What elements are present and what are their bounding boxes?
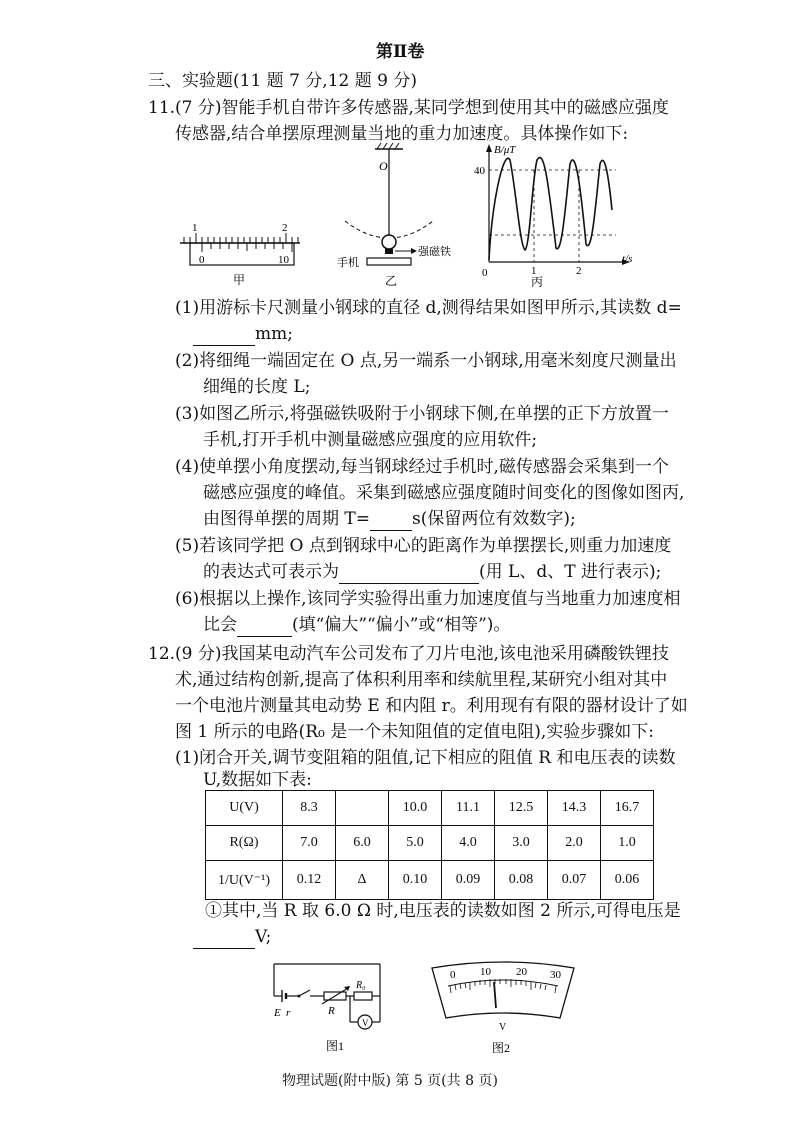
q11-step1-unit: mm;: [255, 324, 293, 344]
q11-step2-line1: (2)将细绳一端固定在 O 点,另一端系一小钢球,用毫米刻度尺测量出: [175, 351, 677, 371]
table-cell: 4.0: [442, 826, 495, 861]
q11-step3-line2: 手机,打开手机中测量磁感应强度的应用软件;: [203, 430, 538, 450]
q12-intro-line3: 一个电池片测量其电动势 E 和内阻 r。利用现有有限的器材设计了如: [175, 696, 688, 716]
row-label-r: R(Ω): [206, 826, 283, 861]
table-cell: 0.08: [495, 861, 548, 900]
fig1-caption: 图1: [326, 1039, 345, 1053]
fig2-caption: 图2: [492, 1041, 511, 1055]
x-tick-0: 0: [482, 267, 488, 279]
y-axis-label: B/μT: [494, 144, 516, 156]
q11-step3-line1: (3)如图乙所示,将强磁铁吸附于小钢球下侧,在单摆的正下方放置一: [175, 404, 669, 424]
answer-blank-d[interactable]: [193, 327, 255, 346]
rheostat-label: R: [328, 1005, 335, 1017]
q11-step4-line3-tail: s(保留两位有效数字);: [412, 509, 576, 529]
answer-blank-comparison[interactable]: [237, 618, 292, 637]
fig-yi-caption: 乙: [385, 274, 398, 288]
meter-unit-label: V: [499, 1022, 507, 1033]
q12-step1-line1: (1)闭合开关,调节变阻箱的阻值,记下相应的阻值 R 和电压表的读数: [175, 748, 676, 768]
q11-intro-line1: 11.(7 分)智能手机自带许多传感器,某同学想到使用其中的磁感应强度: [148, 98, 669, 118]
x-axis-label: t/s: [622, 253, 633, 265]
answer-blank-voltage[interactable]: [193, 930, 255, 949]
q11-step2-line2: 细绳的长度 L;: [203, 377, 311, 397]
internal-resistance-label: r: [286, 1007, 291, 1019]
table-cell: 6.0: [336, 826, 389, 861]
pivot-label: O: [379, 159, 388, 173]
table-cell: 0.10: [389, 861, 442, 900]
row-label-inverse-u: 1/U(V⁻¹): [206, 861, 283, 900]
table-cell: 8.3: [283, 791, 336, 826]
q12-sub1-unit: V;: [255, 927, 272, 947]
q11-step1-answer-line: [193, 322, 293, 346]
r0-label: R₀: [356, 980, 366, 991]
table-row-r: [206, 826, 654, 861]
main-scale-label-2: 2: [282, 222, 288, 234]
q11-step5-line2: [203, 560, 661, 584]
q11-step6-line2-text: 比会: [203, 615, 237, 635]
circuit-figure: [268, 958, 403, 1053]
voltmeter-figure: [428, 960, 578, 1055]
q12-intro-line4: 图 1 所示的电路(R₀ 是一个未知阻值的定值电阻),实验步骤如下:: [175, 722, 655, 742]
table-cell: 11.1: [442, 791, 495, 826]
magnet-label: 强磁铁: [418, 246, 451, 258]
row-label-u: U(V): [206, 791, 283, 826]
scale-label-20: 20: [516, 966, 527, 978]
table-row-u: [206, 791, 654, 826]
q11-step4-line3-text: 由图得单摆的周期 T=: [203, 509, 370, 529]
answer-blank-period[interactable]: [370, 512, 412, 531]
scale-label-0: 0: [450, 969, 456, 981]
table-cell: 5.0: [389, 826, 442, 861]
q11-step5-line1: (5)若该同学把 O 点到钢球中心的距离作为单摆摆长,则重力加速度: [175, 536, 672, 556]
phone-label: 手机: [337, 257, 359, 269]
table-cell: 10.0: [389, 791, 442, 826]
table-cell: 7.0: [283, 826, 336, 861]
scale-label-10: 10: [480, 966, 491, 978]
table-cell: 0.06: [601, 861, 654, 900]
q11-step4-line1: (4)使单摆小角度摆动,每当钢球经过手机时,磁传感器会采集到一个: [175, 457, 669, 477]
table-cell-delta: Δ: [336, 861, 389, 900]
q12-sub1-text: ①其中,当 R 取 6.0 Ω 时,电压表的读数如图 2 所示,可得电压是: [205, 901, 681, 921]
magnetic-field-graph: [476, 140, 646, 290]
vernier-label-10: 10: [278, 254, 289, 266]
table-cell: 14.3: [548, 791, 601, 826]
emf-label: E: [274, 1007, 281, 1019]
q11-step1-text: (1)用游标卡尺测量小钢球的直径 d,测得结果如图甲所示,其读数 d=: [175, 298, 682, 318]
q11-step4-line3: [203, 507, 576, 531]
x-tick-2: 2: [576, 265, 582, 277]
q11-step5-line2-text: 的表达式可表示为: [203, 562, 339, 582]
pendulum-figure: [335, 143, 465, 293]
table-cell: 0.12: [283, 861, 336, 900]
table-cell: 0.07: [548, 861, 601, 900]
table-cell: 12.5: [495, 791, 548, 826]
fig-bing-caption: 丙: [531, 275, 544, 289]
q11-step5-line2-tail: (用 L、d、T 进行表示);: [479, 562, 662, 582]
q12-intro-line2: 术,通过结构创新,提高了体积利用率和续航里程,某研究小组对其中: [175, 670, 668, 690]
x-tick-1: 1: [531, 265, 537, 277]
voltmeter-symbol: V: [362, 1018, 369, 1028]
table-cell-missing: [336, 791, 389, 826]
table-row-inverse-u: [206, 861, 654, 900]
q11-step6-line1: (6)根据以上操作,该同学实验得出重力加速度值与当地重力加速度相: [175, 589, 681, 609]
q11-step6-line2: [203, 613, 510, 637]
vernier-caliper-figure: [178, 218, 303, 288]
section-heading: 三、实验题(11 题 7 分,12 题 9 分): [148, 71, 417, 91]
table-cell: 0.09: [442, 861, 495, 900]
q11-step6-line2-tail: (填“偏大”“偏小”或“相等”)。: [292, 615, 511, 635]
section-title: 第Ⅱ卷: [376, 42, 425, 62]
table-cell: 1.0: [601, 826, 654, 861]
data-table: [205, 790, 654, 900]
table-cell: 3.0: [495, 826, 548, 861]
q12-intro-line1: 12.(9 分)我国某电动汽车公司发布了刀片电池,该电池采用磷酸铁锂技: [148, 644, 669, 664]
table-cell: 2.0: [548, 826, 601, 861]
answer-blank-expression[interactable]: [339, 565, 479, 584]
table-cell: 16.7: [601, 791, 654, 826]
page-footer: 物理试题(附中版) 第 5 页(共 8 页): [282, 1073, 498, 1089]
main-scale-label-1: 1: [192, 222, 198, 234]
y-tick-40: 40: [474, 165, 485, 177]
scale-label-30: 30: [550, 969, 561, 981]
q12-step1-line2: U,数据如下表:: [203, 770, 312, 790]
q12-sub1-answer-line: [193, 925, 271, 949]
vernier-label-0: 0: [199, 254, 205, 266]
q11-intro-line2: 传感器,结合单摆原理测量当地的重力加速度。具体操作如下:: [175, 124, 629, 144]
fig-jia-caption: 甲: [233, 273, 246, 287]
q11-step4-line2: 磁感应强度的峰值。采集到磁感应强度随时间变化的图像如图丙,: [203, 483, 685, 503]
